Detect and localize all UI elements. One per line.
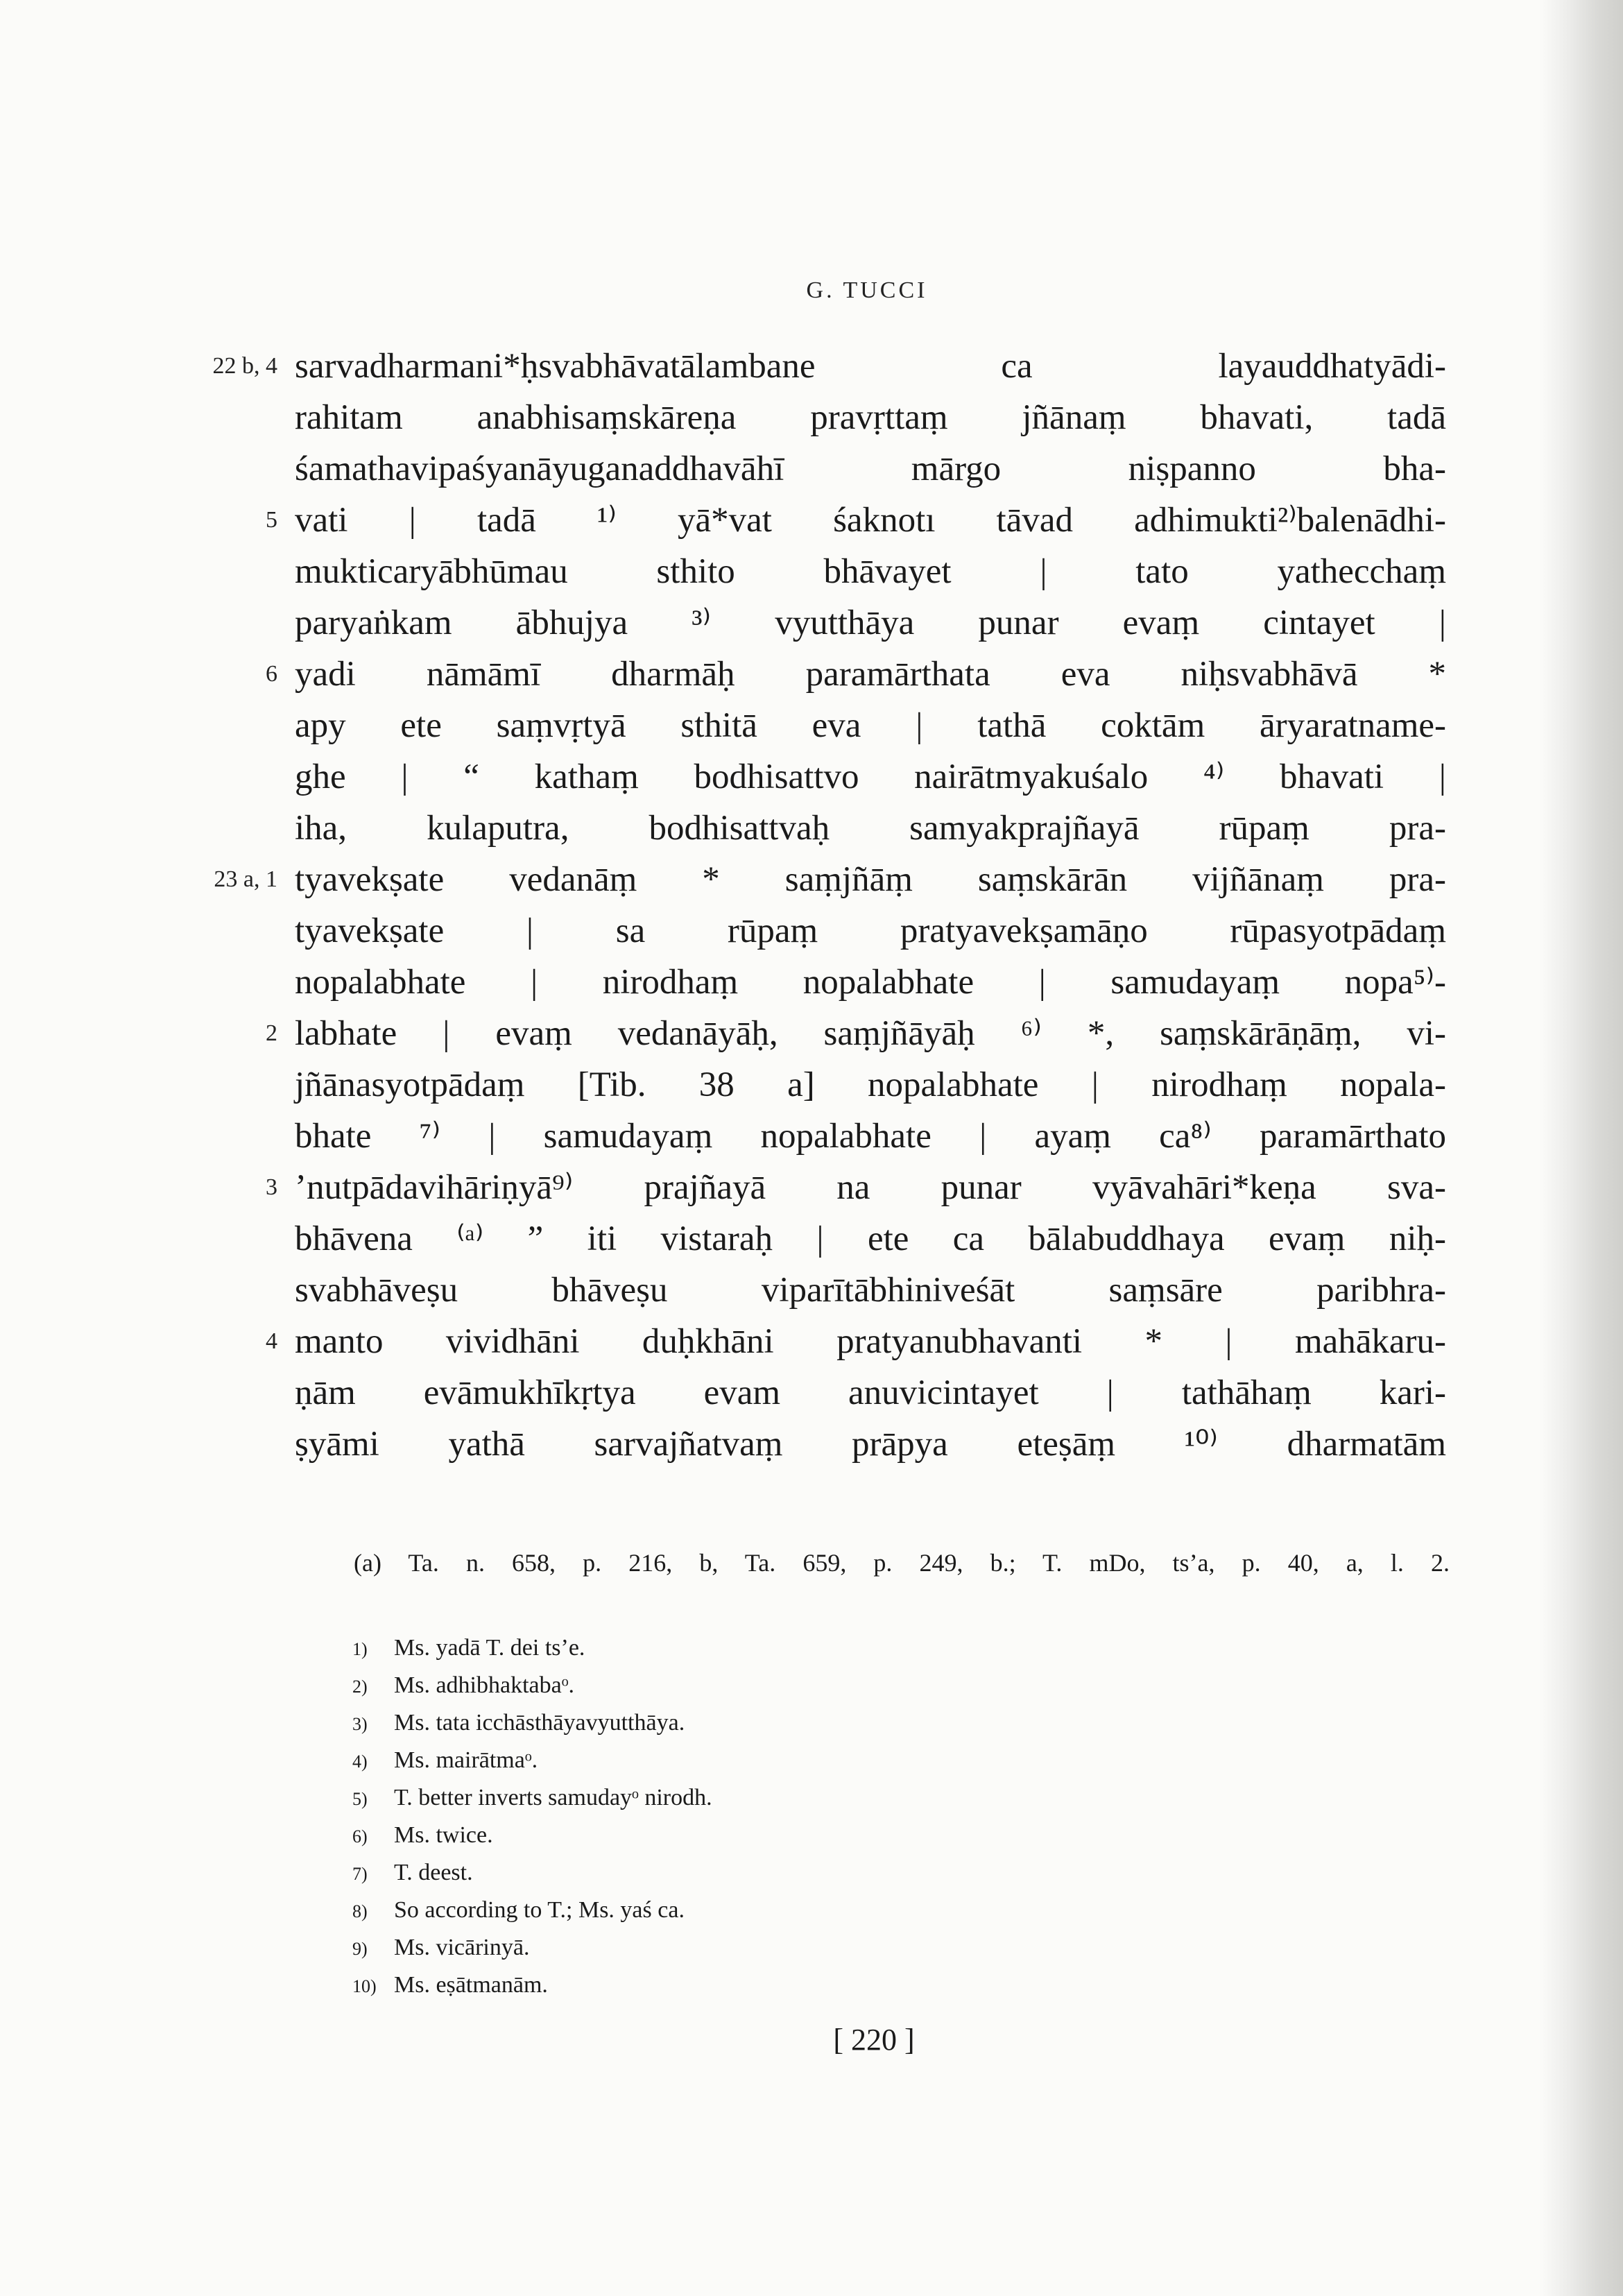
footnote — [352, 1817, 493, 1853]
footnote-marker: 10) — [352, 1976, 377, 1996]
margin-line-number: 22 b, 4 — [212, 353, 277, 379]
margin-line-number: 3 — [266, 1174, 277, 1200]
footnote-text: Ms. vicārinyā. — [394, 1935, 530, 1960]
text-line: mukticaryābhūmau sthito bhāvayet | tato yathecchaṃ — [295, 552, 1446, 591]
footnote-marker: 1) — [352, 1639, 368, 1659]
margin-line-number: 23 a, 1 — [214, 866, 277, 892]
footnote-marker: 7) — [352, 1864, 368, 1884]
text-line: iha, kulaputra, bodhisattvaḥ samyakprajñayā rūpaṃ pra- — [295, 809, 1446, 848]
text-line: svabhāveṣu bhāveṣu viparītābhiniveśāt saṃsāre paribhra- — [295, 1271, 1446, 1310]
page-number: [ 220 ] — [833, 2023, 915, 2057]
footnote-marker: 9) — [352, 1939, 368, 1959]
footnote-text: Ms. eṣātmanām. — [394, 1972, 548, 1998]
footnote-marker: 6) — [352, 1826, 368, 1847]
text-line: bhāvena ⁽ᵃ⁾ ” iti vistaraḥ | ete ca bālabuddhaya evaṃ niḥ- — [295, 1219, 1446, 1258]
footnote-marker: 3) — [352, 1714, 368, 1734]
text-line: ṣyāmi yathā sarvajñatvaṃ prāpya eteṣāṃ ¹⁰⁾ dharmatām — [295, 1425, 1446, 1464]
footnote-marker: 2) — [352, 1677, 368, 1697]
footnote-text: Ms. yadā T. dei ts’e. — [394, 1635, 585, 1661]
footnote-text: T. deest. — [394, 1860, 473, 1885]
text-line: labhate | evaṃ vedanāyāḥ, saṃjñāyāḥ ⁶⁾ *, saṃskārāṇāṃ, vi- — [295, 1014, 1446, 1053]
footnote-text: So according to T.; Ms. yaś ca. — [394, 1897, 685, 1923]
footnote-text: Ms. adhibhaktabaᵒ. — [394, 1672, 575, 1698]
text-line: nopalabhate | nirodhaṃ nopalabhate | samudayaṃ nopa⁵⁾- — [295, 963, 1446, 1002]
text-line: apy ete saṃvṛtyā sthitā eva | tathā coktām āryaratname- — [295, 706, 1446, 745]
text-line: rahitam anabhisaṃskāreṇa pravṛttaṃ jñānaṃ bhavati, tadā — [295, 398, 1446, 437]
footnote — [352, 1855, 473, 1891]
text-line: yadi nāmāmī dharmāḥ paramārthata eva niḥsvabhāvā * — [295, 655, 1446, 694]
footnote-marker: 4) — [352, 1751, 368, 1772]
margin-line-number: 4 — [266, 1328, 277, 1354]
text-line: vati | tadā ¹⁾ yā*vat śaknotı tāvad adhimukti²⁾balenādhi- — [295, 501, 1446, 540]
footnote-a: (a) Ta. n. 658, p. 216, b, Ta. 659, p. 249, b.; T. mDo, ts’a, p. 40, a, l. 2. — [354, 1549, 1450, 1577]
text-line: ghe | “ kathaṃ bodhisattvo nairātmyakuśalo ⁴⁾ bhavati | — [295, 757, 1446, 796]
footnote-text: T. better inverts samudayᵒ nirodh. — [394, 1785, 712, 1810]
margin-line-number: 6 — [266, 661, 277, 687]
footnote-marker: 5) — [352, 1789, 368, 1809]
footnote-text: Ms. mairātmaᵒ. — [394, 1747, 538, 1773]
text-line: tyavekṣate | sa rūpaṃ pratyavekṣamāṇo rūpasyotpādaṃ — [295, 911, 1446, 950]
text-line: tyavekṣate vedanāṃ * saṃjñāṃ saṃskārān vijñānaṃ pra- — [295, 860, 1446, 899]
footnote — [352, 1705, 685, 1741]
text-line: bhate ⁷⁾ | samudayaṃ nopalabhate | ayaṃ ca⁸⁾ paramārthato — [295, 1117, 1446, 1156]
running-header: G. TUCCI — [806, 277, 928, 303]
footnote — [352, 1630, 585, 1666]
footnote-text: Ms. tata icchāsthāyavyutthāya. — [394, 1710, 685, 1736]
text-line: śamathavipaśyanāyuganaddhavāhī mārgo niṣpanno bha- — [295, 449, 1446, 488]
footnote — [352, 1892, 685, 1928]
scan-edge-shadow — [1540, 0, 1623, 2296]
text-line: manto vividhāni duḥkhāni pratyanubhavanti * | mahākaru- — [295, 1322, 1446, 1361]
footnote — [352, 1967, 548, 2003]
footnote-marker: 8) — [352, 1901, 368, 1921]
text-line: paryaṅkam ābhujya ³⁾ vyutthāya punar evaṃ cintayet | — [295, 603, 1446, 642]
margin-line-number: 2 — [266, 1020, 277, 1046]
footnote — [352, 1780, 712, 1816]
text-line: sarvadharmani*ḥsvabhāvatālambane ca layauddhatyādi- — [295, 347, 1446, 386]
text-line: ṇām evāmukhīkṛtya evam anuvicintayet | tathāhaṃ kari- — [295, 1373, 1446, 1412]
footnote — [352, 1668, 574, 1704]
footnote — [352, 1742, 538, 1779]
footnote-text: Ms. twice. — [394, 1822, 493, 1848]
margin-line-number: 5 — [266, 507, 277, 533]
text-line: ’nutpādavihāriṇyā⁹⁾ prajñayā na punar vyāvahāri*keṇa sva- — [295, 1168, 1446, 1207]
text-line: jñānasyotpādaṃ [Tib. 38 a] nopalabhate | nirodhaṃ nopala- — [295, 1065, 1446, 1104]
footnote — [352, 1930, 529, 1966]
